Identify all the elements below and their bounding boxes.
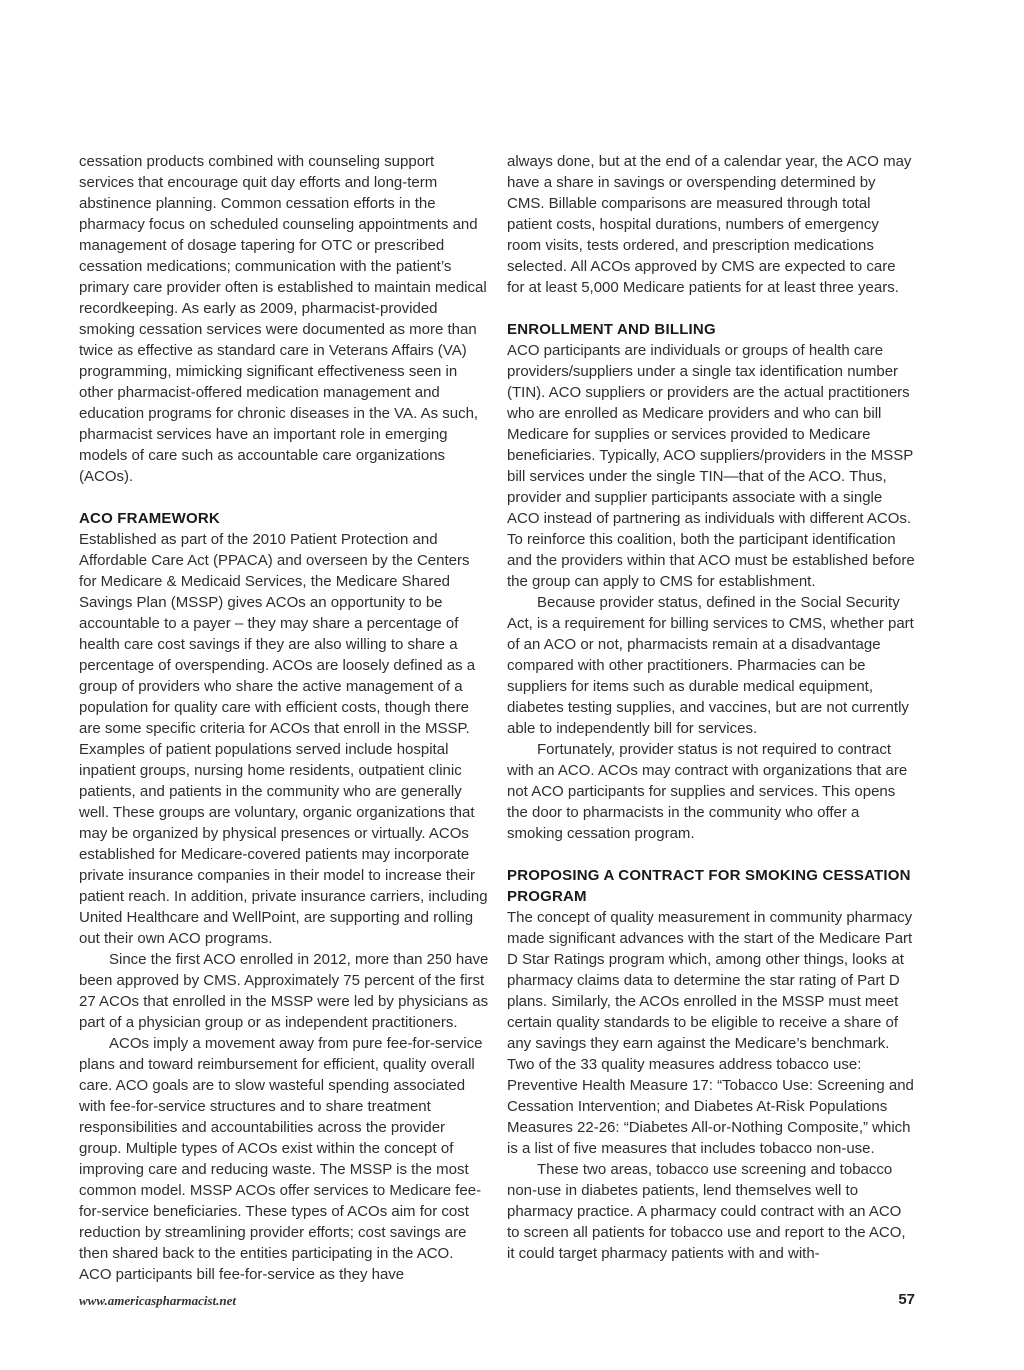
right-column xyxy=(507,151,917,1264)
heading-proposing-contract: PROPOSING A CONTRACT FOR SMOKING CESSATION PROGRAM xyxy=(507,867,911,905)
proposing-paragraph-2: These two areas, tobacco use screening and tobacco non-use in diabetes patients, lend themselves well to pharmacy practice. A pharmacy could contract with an ACO to screen all patients for tobacco use and report to the ACO, it could target pharmacy patients with and with- xyxy=(507,1161,906,1262)
heading-aco-framework: ACO FRAMEWORK xyxy=(79,510,220,527)
enrollment-paragraph-2: Because provider status, defined in the Social Security Act, is a requirement for billing services to CMS, whether part of an ACO or not, pharmacists remain at a disadvantage compared with other practitioners. Pharmacies can be suppliers for items such as durable medical equipment, diabetes testing supplies, and vaccines, but are not currently able to independently bill for services. xyxy=(507,594,914,737)
aco-framework-paragraph-2: Since the first ACO enrolled in 2012, more than 250 have been approved by CMS. Approximately 75 percent of the first 27 ACOs that enrolled in the MSSP were led by physicians as part of a physician group or as independent practitioners. xyxy=(79,951,489,1031)
aco-framework-paragraph-1: Established as part of the 2010 Patient Protection and Affordable Care Act (PPACA) and overseen by the Centers for Medicare & Medicaid Services, the Medicare Shared Savings Plan (MSSP) gives ACOs an opportunity to be accountable to a payer – they may share a percentage of health care cost savings if they are also willing to share a percentage of overspending. ACOs are loosely defined as a group of providers who share the active management of a population for quality care with efficient costs, though there are some specific criteria for ACOs that enroll in the MSSP. Examples of patient populations served include hospital inpatient groups, nursing home residents, outpatient clinic patients, and patients in the community who are generally well. These groups are voluntary, organic organizations that may be organized by physical presences or virtually. ACOs established for Medicare-covered patients may incorporate private insurance companies in their model to increase their patient reach. In addition, private insurance carriers, including United Healthcare and WellPoint, are supporting and rolling out their own ACO programs. xyxy=(79,531,488,947)
left-column xyxy=(79,151,489,1285)
left-intro-paragraph: cessation products combined with counseling support services that encourage quit day efforts and long-term abstinence planning. Common cessation efforts in the pharmacy focus on scheduled counseling appointments and management of dosage tapering for OTC or prescribed cessation medications; communication with the patient’s primary care provider often is established to maintain medical recordkeeping. As early as 2009, pharmacist-provided smoking cessation services were documented as more than twice as effective as standard care in Veterans Affairs (VA) programming, mimicking significant effectiveness seen in other pharmacist-offered medication management and education programs for chronic diseases in the VA. As such, pharmacist services have an important role in emerging models of care such as accountable care organizations (ACOs). xyxy=(79,153,487,485)
enrollment-paragraph-3: Fortunately, provider status is not required to contract with an ACO. ACOs may contract with organizations that are not ACO participants for supplies and services. This opens the door to pharmacists in the community who offer a smoking cessation program. xyxy=(507,741,908,842)
footer-website-url: www.americaspharmacist.net xyxy=(79,1293,236,1308)
heading-enrollment-billing: ENROLLMENT AND BILLING xyxy=(507,321,716,338)
page-number: 57 xyxy=(898,1291,915,1308)
enrollment-paragraph-1: ACO participants are individuals or groups of health care providers/suppliers under a single tax identification number (TIN). ACO suppliers or providers are the actual practitioners who are enrolled as Medicare providers and who can bill Medicare for supplies or services provided to Medicare beneficiaries. Typically, ACO suppliers/providers in the MSSP bill services under the single TIN—that of the ACO. Thus, provider and supplier participants associate with a single ACO instead of partnering as individuals with different ACOs. To reinforce this coalition, both the participant identification and the providers within that ACO must be established before the group can apply to CMS for establishment. xyxy=(507,342,915,590)
aco-framework-paragraph-3: ACOs imply a movement away from pure fee-for-service plans and toward reimbursement for efficient, quality overall care. ACO goals are to slow wasteful spending associated with fee-for-service structures and to share treatment responsibilities and accountabilities across the provider group. Multiple types of ACOs exist within the concept of improving care and reducing waste. The MSSP is the most common model. MSSP ACOs offer services to Medicare fee-for-service beneficiaries. These types of ACOs aim for cost reduction by streamlining provider efforts; cost savings are then shared back to the entities participating in the ACO. ACO participants bill fee-for-service as they have xyxy=(79,1035,483,1283)
proposing-paragraph-1: The concept of quality measurement in community pharmacy made significant advances with the start of the Medicare Part D Star Ratings program which, among other things, looks at pharmacy claims data to determine the star rating of Part D plans. Similarly, the ACOs enrolled in the MSSP must meet certain quality standards to be eligible to receive a share of any savings they earn against the Medicare’s benchmark. Two of the 33 quality measures address tobacco use: Preventive Health Measure 17: “Tobacco Use: Screening and Cessation Intervention; and Diabetes At-Risk Populations Measures 22-26: “Diabetes All-or-Nothing Composite,” which is a list of five measures that includes tobacco non-use. xyxy=(507,909,914,1157)
right-intro-paragraph: always done, but at the end of a calendar year, the ACO may have a share in savings or overspending determined by CMS. Billable comparisons are measured through total patient costs, hospital durations, numbers of emergency room visits, tests ordered, and prescription medications selected. All ACOs approved by CMS are expected to care for at least 5,000 Medicare patients for at least three years. xyxy=(507,153,912,296)
